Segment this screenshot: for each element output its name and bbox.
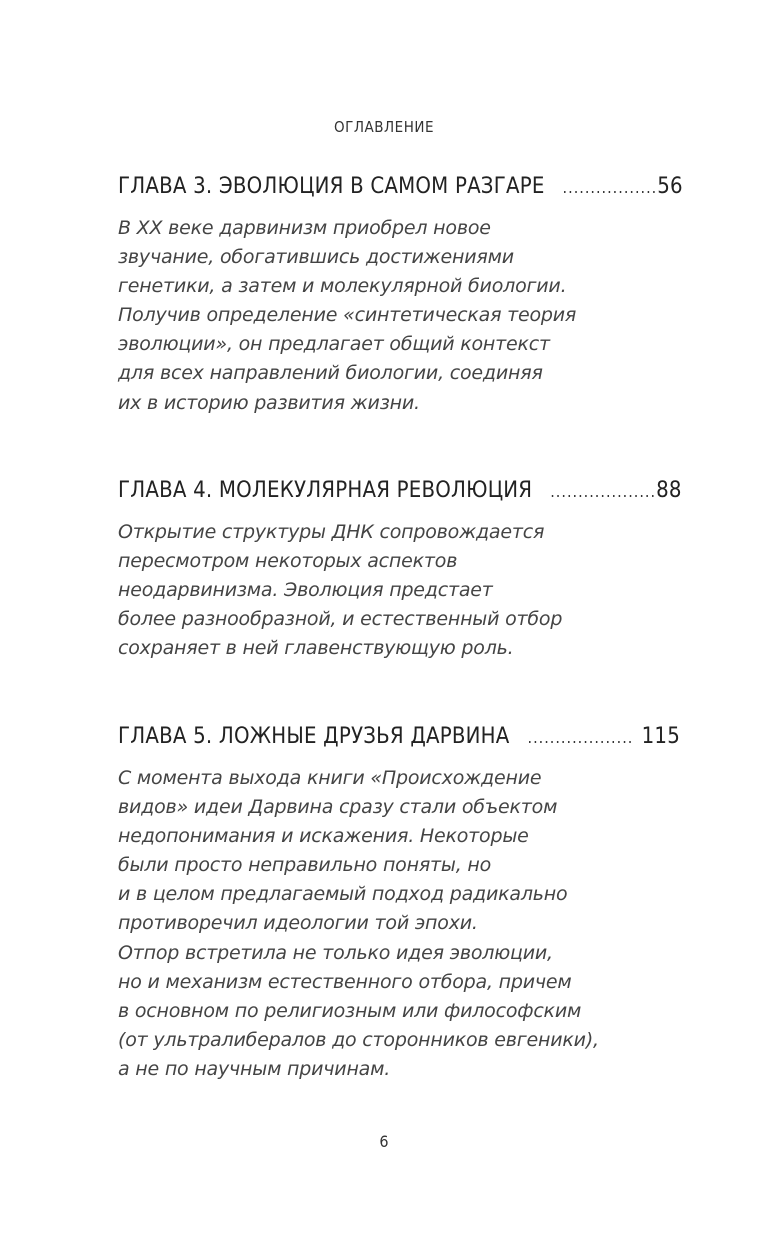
chapter-heading[interactable]	[118, 478, 680, 508]
description-line: недопонимания и искажения. Некоторые	[118, 825, 529, 848]
chapter-title[interactable]: ГЛАВА 4. МОЛЕКУЛЯРНАЯ РЕВОЛЮЦИЯ	[118, 478, 533, 503]
description-line: их в историю развития жизни.	[118, 391, 420, 414]
description-line: видов» идеи Дарвина сразу стали объектом	[118, 796, 558, 819]
chapter-description	[118, 214, 680, 418]
description-line: Отпор встретила не только идея эволюции,	[118, 941, 553, 964]
description-line: и в целом предлагаемый подход радикально	[118, 883, 568, 906]
description-line: пересмотром некоторых аспектов	[118, 550, 458, 573]
toc-entry-chapter-3	[118, 174, 683, 418]
description-line: противоречил идеологии той эпохи.	[118, 912, 478, 935]
running-head: ОГЛАВЛЕНИЕ	[334, 118, 434, 136]
description-line: а не по научным причинам.	[118, 1057, 391, 1080]
page-number: 6	[379, 1132, 389, 1151]
toc-entry-chapter-5	[118, 724, 680, 1084]
description-line: звучание, обогатившись достижениями	[118, 246, 514, 269]
description-line: Открытие структуры ДНК сопровождается	[118, 521, 545, 543]
description-line: но и механизм естественного отбора, причем	[118, 970, 572, 993]
description-line: В XX веке дарвинизм приобрел новое	[118, 217, 491, 239]
description-line: более разнообразной, и естественный отбор	[118, 608, 563, 631]
chapter-title[interactable]: ГЛАВА 5. ЛОЖНЫЕ ДРУЗЬЯ ДАРВИНА	[118, 724, 510, 749]
description-line: для всех направлений биологии, соединяя	[118, 362, 543, 385]
chapter-heading[interactable]	[118, 724, 680, 754]
description-line: были просто неправильно поняты, но	[118, 854, 492, 877]
chapter-page-number[interactable]: 56	[657, 174, 683, 199]
description-line: генетики, а затем и молекулярной биологии.	[118, 275, 567, 298]
chapter-page-number[interactable]: 115	[641, 724, 680, 749]
toc-entry-chapter-4	[118, 478, 680, 663]
dot-leader: .................	[562, 178, 658, 197]
dot-leader: ...................	[527, 728, 634, 747]
description-line: Получив определение «синтетическая теория	[118, 304, 577, 327]
description-line: (от ультралибералов до сторонников евгеники),	[118, 1028, 599, 1051]
chapter-title[interactable]: ГЛАВА 3. ЭВОЛЮЦИЯ В САМОМ РАЗГАРЕ	[118, 174, 545, 199]
description-line: сохраняет в ней главенствующую роль.	[118, 637, 514, 660]
chapter-description	[118, 764, 680, 1084]
description-line: С момента выхода книги «Происхождение	[118, 767, 542, 789]
description-line: эволюции», он предлагает общий контекст	[118, 333, 550, 356]
chapter-heading[interactable]	[118, 174, 683, 204]
dot-leader: ...................	[550, 482, 657, 501]
chapter-description	[118, 518, 680, 663]
description-line: неодарвинизма. Эволюция предстает	[118, 579, 493, 602]
chapter-page-number[interactable]: 88	[656, 478, 682, 503]
description-line: в основном по религиозным или философским	[118, 999, 582, 1022]
